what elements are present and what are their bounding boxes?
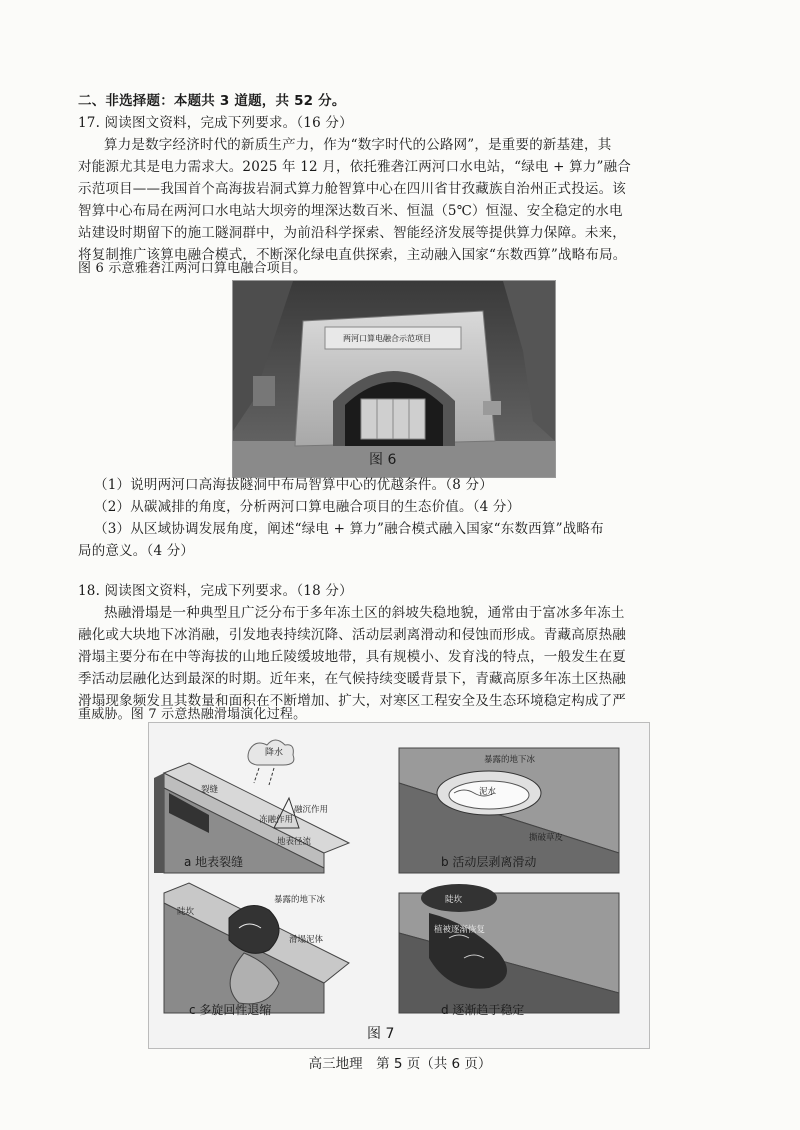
- panel-a-arrow-label: 融沉作用: [294, 805, 329, 815]
- q17-paragraph-line: 站建设时期留下的施工隧洞群中，为前沿科学探索、智能经济发展等提供算力保障。未来，: [78, 225, 626, 241]
- figure-6-caption: 图 6: [369, 452, 397, 468]
- q18-paragraph-line: 滑塌主要分布在中等海拔的山地丘陵缓坡地带，具有规模小、发育浅的特点，一般发生在夏: [78, 649, 626, 665]
- panel-a-crack-label: 裂缝: [201, 785, 219, 795]
- q17-paragraph-line: 图 6 示意雅砻江两河口算电融合项目。: [78, 261, 307, 276]
- q18-title: 18. 阅读图文资料，完成下列要求。（18 分）: [78, 583, 353, 599]
- figure-7-caption: 图 7: [367, 1026, 395, 1042]
- panel-c-label: c 多旋回性退缩: [189, 1003, 272, 1017]
- panel-a-arrow-label: 地表径流: [277, 837, 312, 847]
- panel-d-top-label: 陡坎: [445, 895, 463, 905]
- photo-sign-text: 两河口算电融合示范项目: [343, 334, 431, 343]
- q17-paragraph-line: 示范项目——我国首个高海拔岩洞式算力舱智算中心在四川省甘孜藏族自治州正式投运。该: [78, 181, 626, 197]
- q17-paragraph-line: 对能源尤其是电力需求大。2025 年 12 月，依托雅砻江两河口水电站，“绿电 + 算力”融合: [78, 159, 632, 175]
- panel-b-water-label: 泥水: [479, 787, 497, 797]
- q17-paragraph-line: 将复制推广该算电融合模式，不断深化绿电直供探索，主动融入国家“东数西算”战略布局。: [78, 247, 627, 263]
- q17-question-2: （2）从碳减排的角度，分析两河口算电融合项目的生态价值。（4 分）: [94, 499, 521, 515]
- thaw-slump-diagram: [148, 722, 650, 1049]
- q17-title: 17. 阅读图文资料，完成下列要求。（16 分）: [78, 115, 353, 131]
- q18-paragraph-line: 滑塌现象频发且其数量和面积在不断增加、扩大，对寒区工程安全及生态环境稳定构成了严: [78, 693, 626, 709]
- q17-question-3-cont: 局的意义。（4 分）: [78, 543, 195, 559]
- q17-question-1: （1）说明两河口高海拔隧洞中布局智算中心的优越条件。（8 分）: [94, 477, 493, 493]
- panel-a-label: a 地表裂缝: [184, 855, 244, 869]
- panel-d-illustration: [399, 884, 619, 1013]
- q17-paragraph-line: 算力是数字经济时代的新质生产力，作为“数字时代的公路网”，是重要的新基建，其: [104, 137, 612, 153]
- q17-question-3: （3）从区域协调发展角度，阐述“绿电 + 算力”融合模式融入国家“东数西算”战略布: [94, 521, 604, 537]
- panel-a-rain-label: 降水: [265, 748, 284, 758]
- panel-d-label: d 逐渐趋于稳定: [441, 1003, 525, 1017]
- panel-b-turf-label: 撕破草皮: [529, 833, 564, 843]
- section-heading: 二、非选择题：本题共 3 道题，共 52 分。: [78, 93, 346, 109]
- q18-paragraph-line: 热融滑塌是一种典型且广泛分布于多年冻土区的斜坡失稳地貌，通常由于富冰多年冻土: [104, 605, 625, 621]
- q18-paragraph-line: 季活动层融化达到最深的时期。近年来，在气候持续变暖背景下，青藏高原多年冻土区热融: [78, 671, 626, 687]
- panel-a-arrow-label: 冻融作用: [259, 815, 294, 825]
- panel-d-veg-label: 植被逐渐恢复: [434, 925, 486, 935]
- q18-paragraph-line: 重威胁。图 7 示意热融滑塌演化过程。: [78, 707, 307, 722]
- panel-c-flow-label: 滑塌泥体: [289, 935, 324, 945]
- q17-paragraph-line: 智算中心布局在两河口水电站大坝旁的埋深达数百米、恒温（5℃）恒湿、安全稳定的水电: [78, 203, 623, 219]
- panel-c-scarp-label: 陡坎: [177, 907, 195, 917]
- panel-b-label: b 活动层剥离滑动: [441, 855, 537, 869]
- panel-b-ice-label: 暴露的地下冰: [484, 755, 536, 765]
- q18-paragraph-line: 融化或大块地下冰消融，引发地表持续沉降、活动层剥离滑动和侵蚀而形成。青藏高原热融: [78, 627, 626, 643]
- panel-c-ice-label: 暴露的地下冰: [274, 895, 326, 905]
- page-footer: 高三地理 第 5 页（共 6 页）: [308, 1056, 492, 1072]
